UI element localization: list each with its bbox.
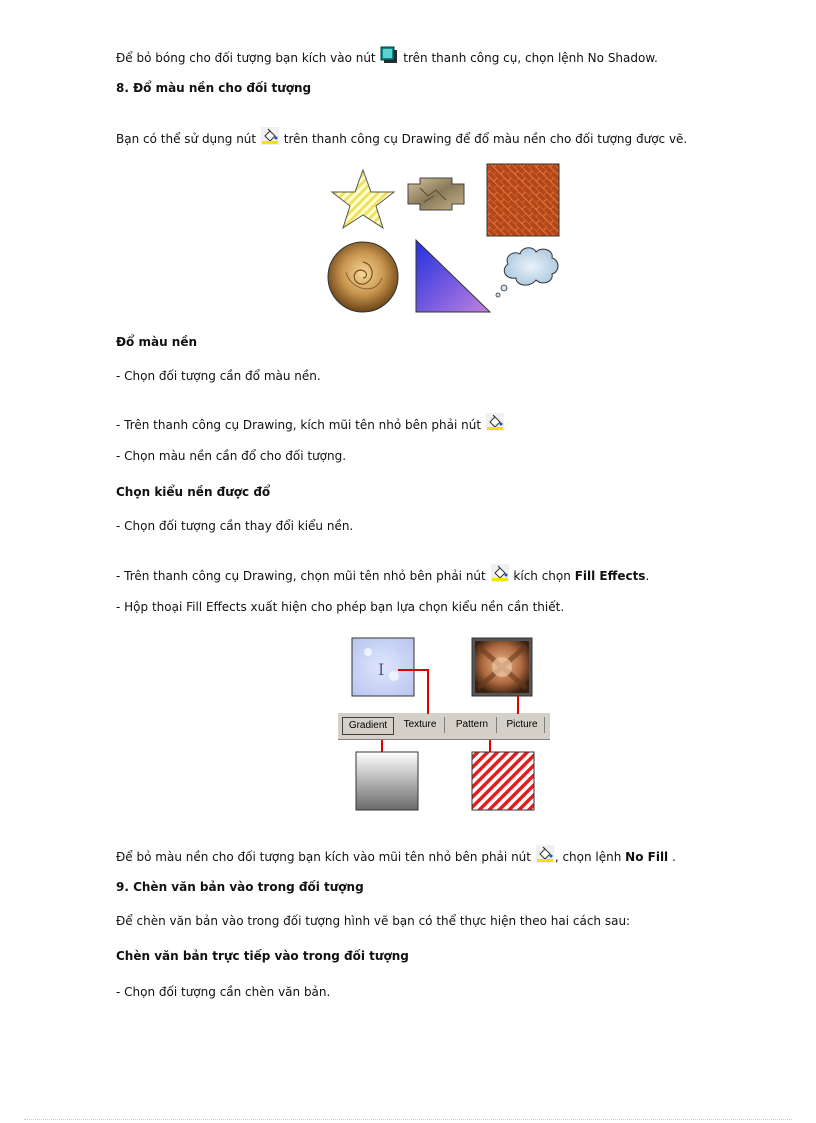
pattern-sample bbox=[472, 752, 534, 810]
brick-square-shape bbox=[487, 164, 559, 236]
text: trên thanh công cụ Drawing để đổ màu nền cho đối tượng được vẽ. bbox=[283, 132, 688, 146]
text: Để bỏ bóng cho đối tượng bạn kích vào nút bbox=[116, 51, 376, 65]
heading-8: 8. Đổ màu nền cho đối tượng bbox=[116, 81, 312, 95]
fill-color-bucket-icon bbox=[491, 564, 509, 582]
gradient-sample bbox=[356, 752, 418, 810]
bullet-fill-effects bbox=[116, 564, 649, 584]
text: , chọn lệnh bbox=[554, 850, 622, 864]
text: . bbox=[645, 569, 650, 583]
heading-fill-style: Chọn kiểu nền được đổ bbox=[116, 485, 271, 499]
fill-color-bucket-icon bbox=[536, 845, 554, 863]
connector-texture bbox=[427, 700, 429, 714]
text: kích chọn bbox=[513, 569, 571, 583]
bullet-dialog-appears: - Hộp thoại Fill Effects xuất hiện cho phép bạn lựa chọn kiểu nền cần thiết. bbox=[116, 600, 565, 614]
heading-direct-insert: Chèn văn bản trực tiếp vào trong đối tượng bbox=[116, 949, 409, 963]
paragraph-fill-intro bbox=[116, 127, 687, 147]
text: - Trên thanh công cụ Drawing, chọn mũi tên nhỏ bên phải nút bbox=[116, 569, 486, 583]
page-bottom-rule bbox=[24, 1119, 792, 1120]
fill-color-bucket-icon bbox=[486, 413, 504, 431]
text: . bbox=[672, 850, 676, 864]
tab-gradient[interactable]: Gradient bbox=[342, 717, 394, 735]
paragraph-two-ways: Để chèn văn bản vào trong đối tượng hình vẽ bạn có thể thực hiện theo hai cách sau: bbox=[116, 914, 631, 928]
fill-color-bucket-icon bbox=[261, 127, 279, 145]
bullet-select-style-object: - Chọn đối tượng cần thay đổi kiểu nền. bbox=[116, 519, 354, 533]
fill-effects-label: Fill Effects bbox=[574, 569, 646, 583]
shadow-style-icon bbox=[380, 46, 398, 64]
heading-fill: Đổ màu nền bbox=[116, 335, 198, 349]
bullet-select-object: - Chọn đối tượng cần đổ màu nền. bbox=[116, 369, 321, 383]
tab-picture[interactable]: Picture bbox=[500, 717, 545, 733]
text-cursor-glyph: I bbox=[378, 660, 385, 679]
text: Bạn có thể sử dụng nút bbox=[116, 132, 257, 146]
connector-picture bbox=[517, 696, 519, 714]
bullet-click-arrow bbox=[116, 413, 505, 433]
text: trên thanh công cụ, chọn lệnh No Shadow. bbox=[403, 51, 658, 65]
rose-circle-shape bbox=[328, 242, 398, 312]
no-fill-label: No Fill bbox=[625, 850, 669, 864]
tab-pattern[interactable]: Pattern bbox=[448, 717, 497, 733]
tab-texture[interactable]: Texture bbox=[396, 717, 445, 733]
text: - Trên thanh công cụ Drawing, kích mũi tên nhỏ bên phải nút bbox=[116, 418, 482, 432]
paragraph-no-fill bbox=[116, 845, 676, 865]
fill-effects-tab-bar bbox=[338, 712, 550, 740]
bullet-select-text-object: - Chọn đối tượng cần chèn văn bản. bbox=[116, 985, 331, 999]
fill-examples-figure bbox=[324, 160, 564, 316]
bullet-choose-color: - Chọn màu nền cần đổ cho đối tượng. bbox=[116, 449, 347, 463]
heading-9: 9. Chèn văn bản vào trong đối tượng bbox=[116, 880, 364, 894]
paragraph-no-shadow bbox=[116, 46, 658, 66]
text: Để bỏ màu nền cho đối tượng bạn kích vào mũi tên nhỏ bên phải nút bbox=[116, 850, 531, 864]
